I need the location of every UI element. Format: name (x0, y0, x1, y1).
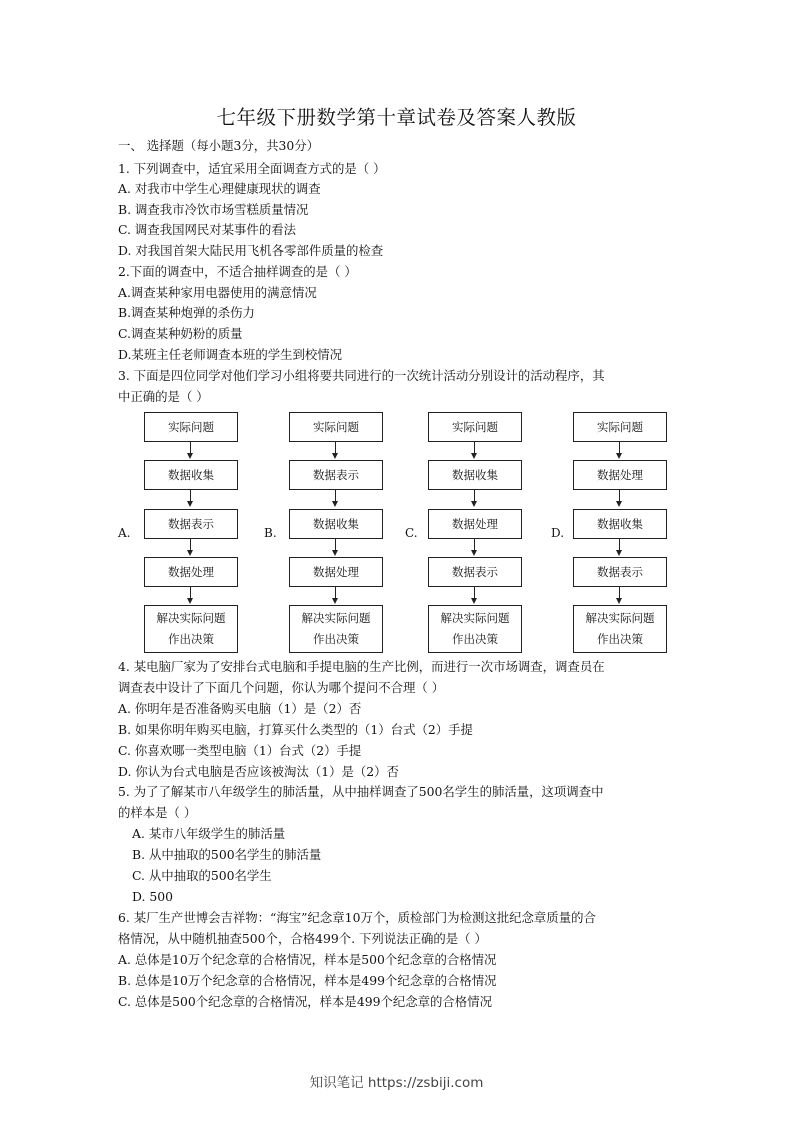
flowchart-arrow (619, 490, 620, 502)
flowchart-a-final-line2: 作出决策 (168, 632, 214, 646)
q4-option-d: D. 你认为台式电脑是否应该被淘汰（1）是（2）否 (118, 764, 399, 779)
flowchart-c-step-3: 数据处理 (428, 509, 522, 539)
flowchart-arrow (619, 587, 620, 599)
flowchart-d-final-line2: 作出决策 (597, 632, 643, 646)
q1-option-a: A. 对我市中学生心理健康现状的调查 (118, 181, 321, 196)
flowchart-arrow (335, 587, 336, 599)
flowchart-arrow (335, 442, 336, 454)
flowchart-c-step-1: 实际问题 (428, 412, 522, 442)
flowchart-a-step-1: 实际问题 (144, 412, 238, 442)
q4-stem-line2: 调查表中设计了下面几个问题，你认为哪个提问不合理（ ） (118, 680, 445, 695)
flowchart-arrow (619, 442, 620, 454)
flowchart-b-step-3: 数据收集 (289, 509, 383, 539)
flowchart-d-step-2: 数据处理 (573, 460, 667, 490)
flowchart-c-final-line1: 解决实际问题 (440, 611, 510, 625)
q1-stem: 1. 下列调查中，适宜采用全面调查方式的是（ ） (118, 161, 386, 176)
q6-stem-line2: 格情况，从中随机抽查500个，合格499个. 下列说法正确的是（ ） (118, 931, 487, 946)
flowchart-arrow (190, 442, 191, 454)
flowchart-b-step-4: 数据处理 (289, 557, 383, 587)
flowchart-a-step-2: 数据收集 (144, 460, 238, 490)
flowchart-c-step-4: 数据表示 (428, 557, 522, 587)
flowchart-b-final-line2: 作出决策 (313, 632, 359, 646)
flowchart-c-step-2: 数据收集 (428, 460, 522, 490)
q5-stem-line1: 5. 为了了解某市八年级学生的肺活量，从中抽样调查了500名学生的肺活量，这项调查中 (118, 784, 604, 799)
q2-option-d: D.某班主任老师调查本班的学生到校情况 (118, 347, 343, 362)
q3-stem-line1: 3. 下面是四位同学对他们学习小组将要共同进行的一次统计活动分别设计的活动程序，其 (118, 368, 605, 383)
flowchart-arrow (335, 539, 336, 551)
flowchart-a-step-3: 数据表示 (144, 509, 238, 539)
q5-stem-line2: 的样本是（ ） (118, 805, 197, 820)
q5-option-d: D. 500 (132, 889, 174, 904)
page-title: 七年级下册数学第十章试卷及答案人教版 (216, 106, 577, 129)
q4-option-a: A. 你明年是否准备购买电脑（1）是（2）否 (118, 701, 362, 716)
q1-option-b: B. 调查我市冷饮市场雪糕质量情况 (118, 202, 309, 217)
q5-option-b: B. 从中抽取的500名学生的肺活量 (132, 847, 322, 862)
q4-stem-line1: 4. 某电脑厂家为了安排台式电脑和手提电脑的生产比例，而进行一次市场调查，调查员在 (118, 659, 605, 674)
flowchart-arrow (335, 490, 336, 502)
q2-stem: 2.下面的调查中，不适合抽样调查的是（ ） (118, 264, 357, 279)
flowchart-b-final-line1: 解决实际问题 (301, 611, 371, 625)
q6-option-b: B. 总体是10万个纪念章的合格情况，样本是499个纪念章的合格情况 (118, 973, 497, 988)
flowchart-d-final-line1: 解决实际问题 (585, 611, 655, 625)
flowchart-d-step-1: 实际问题 (573, 412, 667, 442)
flowchart-d-step-3: 数据收集 (573, 509, 667, 539)
q6-stem-line1: 6. 某厂生产世博会吉祥物：“海宝”纪念章10万个，质检部门为检测这批纪念章质量的合 (118, 910, 596, 925)
flowchart-d-label: D. (551, 526, 565, 540)
flowchart-arrow (474, 539, 475, 551)
q6-option-c: C. 总体是500个纪念章的合格情况，样本是499个纪念章的合格情况 (118, 994, 492, 1009)
q2-option-b: B.调查某种炮弹的杀伤力 (118, 305, 255, 320)
flowchart-d-final-step (573, 605, 667, 653)
flowchart-b-step-1: 实际问题 (289, 412, 383, 442)
q2-option-c: C.调查某种奶粉的质量 (118, 326, 243, 341)
flowchart-a-final-step (144, 605, 238, 653)
flowchart-a-step-4: 数据处理 (144, 557, 238, 587)
flowchart-a-final-line1: 解决实际问题 (156, 611, 226, 625)
q1-option-d: D. 对我国首架大陆民用飞机各零部件质量的检查 (118, 243, 384, 258)
q3-stem-line2: 中正确的是（ ） (118, 389, 209, 404)
q4-option-c: C. 你喜欢哪一类型电脑（1）台式（2）手提 (118, 743, 362, 758)
flowchart-b-label: B. (264, 526, 277, 540)
flowchart-c-final-step (428, 605, 522, 653)
flowchart-c-label: C. (405, 526, 418, 540)
flowchart-a-label: A. (118, 526, 131, 540)
flowchart-arrow (474, 442, 475, 454)
q6-option-a: A. 总体是10万个纪念章的合格情况，样本是500个纪念章的合格情况 (118, 952, 497, 967)
flowchart-arrow (619, 539, 620, 551)
site-watermark: 知识笔记 https://zsbiji.com (309, 1075, 484, 1091)
flowchart-arrow (190, 539, 191, 551)
flowchart-c-final-line2: 作出决策 (452, 632, 498, 646)
flowchart-b-final-step (289, 605, 383, 653)
q5-option-a: A. 某市八年级学生的肺活量 (132, 826, 286, 841)
flowchart-arrow (190, 587, 191, 599)
flowchart-d-step-4: 数据表示 (573, 557, 667, 587)
section-heading: 一、 选择题（每小题3分，共30分） (118, 138, 320, 153)
q4-option-b: B. 如果你明年购买电脑，打算买什么类型的（1）台式（2）手提 (118, 722, 473, 737)
q1-option-c: C. 调查我国网民对某事件的看法 (118, 222, 296, 237)
flowchart-b-step-2: 数据表示 (289, 460, 383, 490)
flowchart-arrow (190, 490, 191, 502)
q2-option-a: A.调查某种家用电器使用的满意情况 (118, 285, 317, 300)
flowchart-arrow (474, 587, 475, 599)
flowchart-arrow (474, 490, 475, 502)
q5-option-c: C. 从中抽取的500名学生 (132, 868, 272, 883)
